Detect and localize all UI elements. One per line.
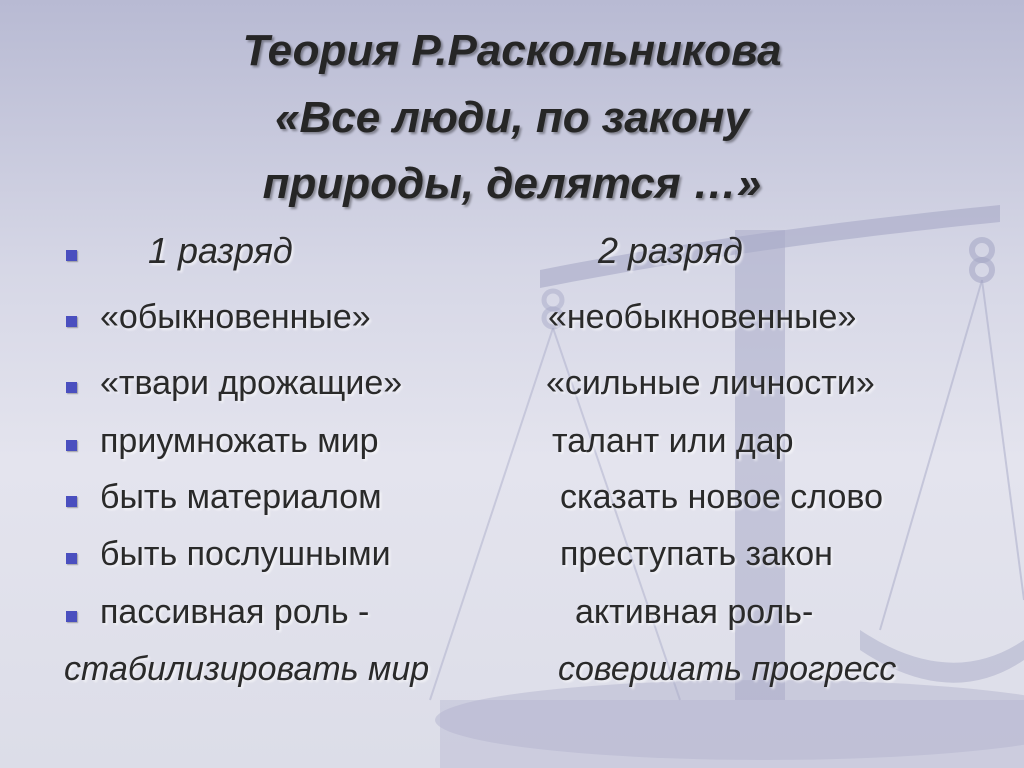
right-item: «сильные личности» — [546, 364, 875, 402]
left-item: «обыкновенные» — [100, 298, 371, 336]
list-item — [0, 228, 1024, 280]
right-item: талант или дар — [552, 422, 794, 460]
square-bullet-icon — [66, 496, 77, 507]
right-item: совершать прогресс — [558, 650, 897, 688]
square-bullet-icon — [66, 611, 77, 622]
list-item — [0, 533, 1024, 585]
list-item — [0, 296, 1024, 348]
left-item: стабилизировать мир — [64, 650, 430, 688]
category-2-label: 2 разряд — [598, 230, 743, 271]
right-item: активная роль- — [575, 593, 814, 631]
slide-title-line-2: «Все люди, по закону — [275, 93, 749, 142]
left-item: быть материалом — [100, 478, 382, 516]
square-bullet-icon — [66, 382, 77, 393]
right-item: сказать новое слово — [560, 478, 883, 516]
square-bullet-icon — [66, 553, 77, 564]
left-item: пассивная роль - — [100, 593, 370, 631]
left-item: быть послушными — [100, 535, 391, 573]
square-bullet-icon — [66, 250, 77, 261]
square-bullet-icon — [66, 440, 77, 451]
right-item: преступать закон — [560, 535, 833, 573]
slide-title-line-3: природы, делятся …» — [262, 159, 762, 208]
category-1-label: 1 разряд — [148, 230, 293, 271]
left-item: приумножать мир — [100, 422, 379, 460]
list-item — [0, 420, 1024, 472]
square-bullet-icon — [66, 316, 77, 327]
right-item: «необыкновенные» — [548, 298, 857, 336]
list-item — [0, 476, 1024, 528]
list-item-continuation — [0, 648, 1024, 700]
left-item: «твари дрожащие» — [100, 364, 403, 402]
list-item — [0, 591, 1024, 643]
slide-title-line-1: Теория Р.Раскольникова — [242, 26, 782, 75]
list-item — [0, 362, 1024, 414]
